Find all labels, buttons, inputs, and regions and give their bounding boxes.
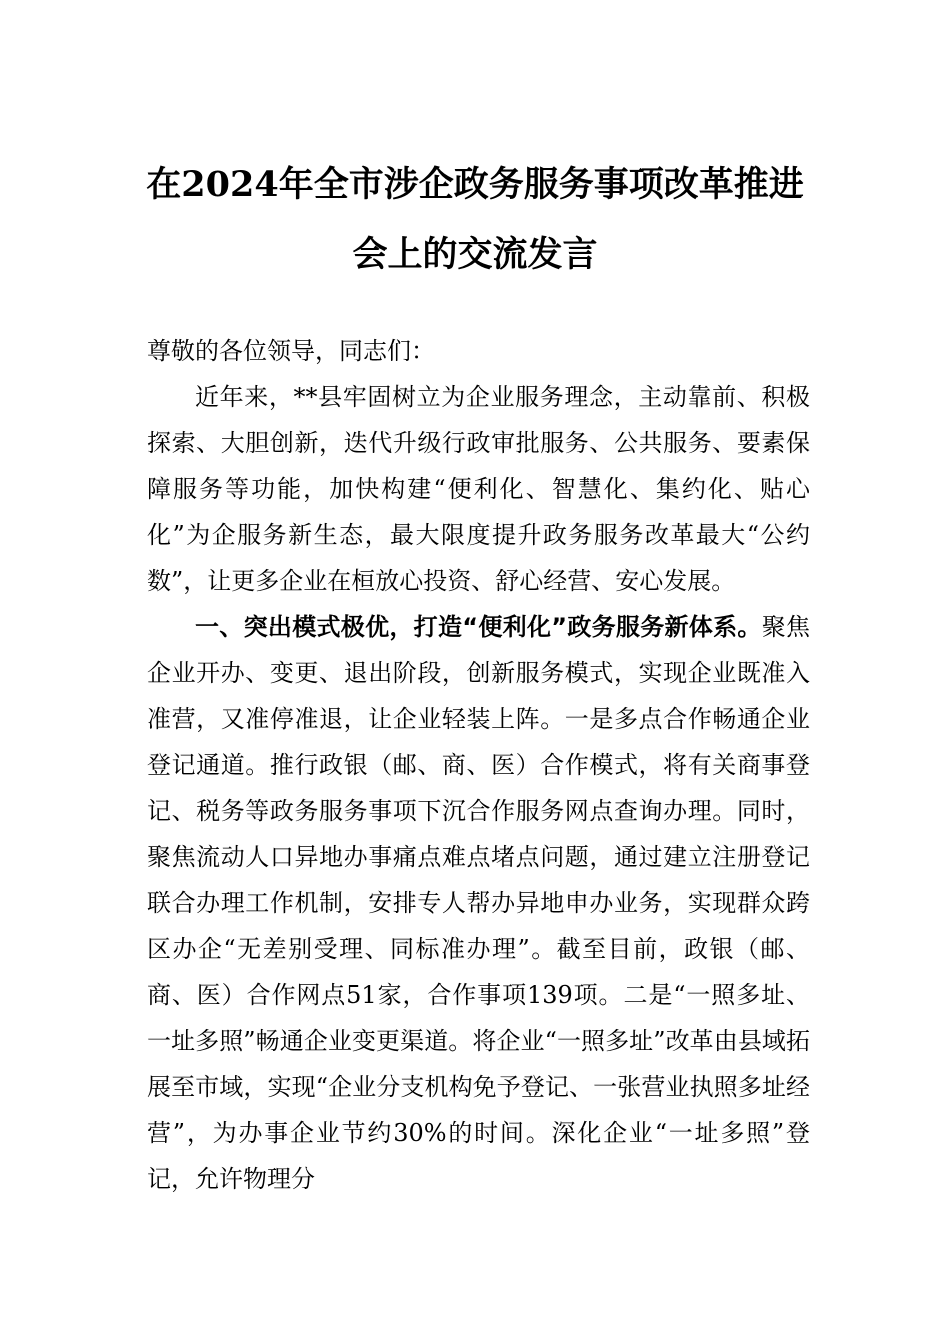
paragraph-section-1 xyxy=(147,604,810,1202)
section-body: 聚焦企业开办、变更、退出阶段，创新服务模式，实现企业既准入准营，又准停准退，让企业轻装上阵。一是多点合作畅通企业登记通道。推行政银（邮、商、医）合作模式，将有关商事登记、税务等政务服务事项下沉合作服务网点查询办理。同时，聚焦流动人口异地办事痛点难点堵点问题，通过建立注册登记联合办理工作机制，安排专人帮办异地申办业务，实现群众跨区办企“无差别受理、同标准办理”。截至目前，政银（邮、商、医）合作网点51家，合作事项139项。二是“一照多址、一址多照”畅通企业变更渠道。将企业“一照多址”改革由县域拓展至市域，实现“企业分支机构免予登记、一张营业执照多址经营”，为办事企业节约30%的时间。深化企业“一址多照”登记，允许物理分 xyxy=(147,613,811,1193)
salutation: 尊敬的各位领导，同志们： xyxy=(147,337,435,365)
section-heading: 一、突出模式极优，打造“便利化”政务服务新体系。 xyxy=(195,613,762,641)
title-line-1: 在2024年全市涉企政务服务事项改革推进 xyxy=(146,164,804,205)
document-body xyxy=(147,328,810,1202)
paragraph-intro: 近年来，**县牢固树立为企业服务理念，主动靠前、积极探索、大胆创新，迭代升级行政审批服务、公共服务、要素保障服务等功能，加快构建“便利化、智慧化、集约化、贴心化”为企服务新生态，最大限度提升政务服务改革最大“公约数”，让更多企业在桓放心投资、舒心经营、安心发展。 xyxy=(147,383,810,595)
title-line-2: 会上的交流发言 xyxy=(352,234,598,275)
document-title xyxy=(140,150,810,290)
